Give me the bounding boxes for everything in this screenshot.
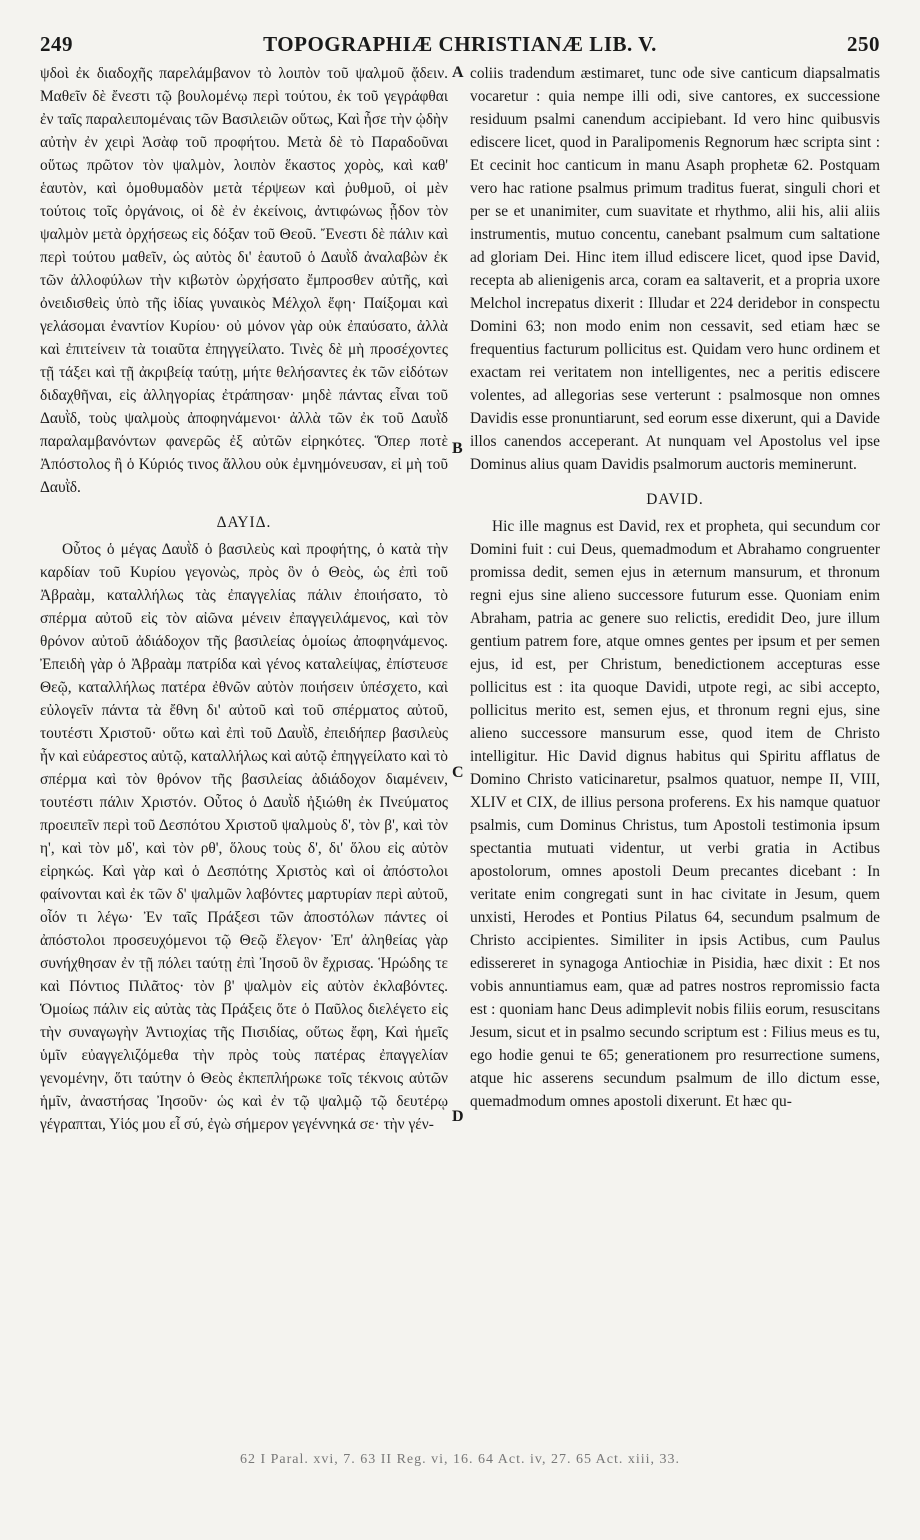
greek-paragraph-1: ψδοὶ ἐκ διαδοχῆς παρελάμβανον τὸ λοιπὸν τοῦ ψαλμοῦ ᾄδειν. Μαθεῖν δὲ ἔνεστι τῷ βουλομένῳ περὶ τούτου, ἐκ τοῦ γεγράφθαι ἐν ταῖς παραλειπομέναις τῶν Βασιλειῶν οὕτως, Καὶ ἦσε τὴν ᾠδὴν αὐτὴν ἐν χειρὶ Ἀσὰφ τοῦ προφήτου. Μετὰ δὲ τὸ Παραδοῦναι οὕτως πρῶτον τὸν ψαλμὸν, λοιπὸν ἕκαστος χορὸς, καὶ καθ' ἑαυτὸν, καὶ ὁμοθυμαδὸν μετὰ τέρψεων καὶ ῥυθμοῦ, οἱ μὲν τούτοις τοῖς ὀργάνοις, οἱ δὲ ἐν ἐκείνοις, ἀντιφώνως ᾖδον τὸν ψαλμὸν μετὰ ὀρχήσεως εἰς δόξαν τοῦ Θεοῦ. Ἔνεστι δὲ πάλιν καὶ περὶ τούτου μαθεῖν, ὡς αὐτὸς δι' ἑαυτοῦ ὁ Δαυῒδ ἀναλαβὼν ἐκ τῶν ἀλλοφύλων τὴν κιβωτὸν ὠρχήσατο ἔμπροσθεν αὐτῆς, καὶ ὀνειδισθεὶς ὑπὸ τῆς ἰδίας γυναικὸς Μέλχολ ἔφη· Παίξομαι καὶ γελάσομαι ἐναντίον Κυρίου· οὐ μόνον γὰρ οὐκ ἐπαύσατο, ἀλλὰ καὶ ἐπιτείνειν τὰ τοιαῦτα ἐπηγγείλατο. Τινὲς δὲ μὴ προσέχοντες τῇ τάξει καὶ τῇ ἀκριβείᾳ ταύτῃ, μήτε θελήσαντες ἐκ τῶν εἰδότων διδαχθῆναι, εἰς ἀλληγορίας ἐτράπησαν· μηδὲ πάντας εἶναι τοῦ Δαυῒδ, τοὺς ψαλμοὺς ἀποφηνάμενοι· ἀλλὰ τῶν ἐκ τοῦ Δαυῒδ παραλαμβανόντων φανερῶς ἐξ αὐτῶν εἰρηκότες. Ὅπερ ποτὲ Ἀπόστολος ἢ ὁ Κύριός τινος ἄλλου οὐκ ἐμνημόνευσαν, εἰ μὴ τοῦ Δαυῒδ. — [40, 65, 448, 496]
running-title: TOPOGRAPHIÆ CHRISTIANÆ LIB. V. — [263, 32, 657, 56]
greek-paragraph-2: Οὗτος ὁ μέγας Δαυῒδ ὁ βασιλεὺς καὶ προφήτης, ὁ κατὰ τὴν καρδίαν τοῦ Κυρίου γεγονὼς, πρὸς ὃν ὁ Θεὸς, ὡς ἐπὶ τοῦ Ἀβραὰμ, καταλλήλως τὰς ἐπαγγελίας πάλιν ἐποιήσατο, τὸ σπέρμα αὐτοῦ εἰς τὸν αἰῶνα μένειν ἐπαγγειλάμενος, καὶ τὸν θρόνον αὐτοῦ ἀδιάδοχον τῆς βασιλείας ὁμοίως ἀποφηνάμενος. Ἐπειδὴ γὰρ ὁ Ἀβραὰμ πατρίδα καὶ γένος καταλείψας, ἐπίστευσε Θεῷ, καταλλήλως πατέρα ἐθνῶν αὐτὸν ποιήσειν ὑπέσχετο, καὶ εὐλογεῖν πάντα τὰ ἔθνη δι' αὐτοῦ καὶ τοῦ σπέρματος αὐτοῦ, τουτέστι Χριστοῦ· οὕτω καὶ ἐπὶ τοῦ Δαυῒδ, ἐπειδήπερ βασιλεὺς ἦν καὶ εὐάρεστος αὐτῷ, καταλλήλως καὶ αὐτῷ ἐπηγγείλατο καὶ τὸ σπέρμα καὶ τὸν θρόνον τῆς βασιλείας ἀδιάδοχον διαμένειν, τουτέστι πάλιν Χριστόν. Οὗτος ὁ Δαυῒδ ἠξιώθη ἐκ Πνεύματος προειπεῖν περὶ τοῦ Δεσπότου Χριστοῦ ψαλμοὺς δ', τὸν β', καὶ τὸν η', καὶ τὸν μδ', καὶ τὸν ρθ', ὅλους τοὺς δ', δι' ὅλου εἰς αὐτὸν εἰρηκώς. Καὶ γὰρ καὶ ὁ Δεσπότης Χριστὸς καὶ οἱ ἀπόστολοι φαίνονται καὶ ἐκ τῶν δ' ψαλμῶν λαβόντες μαρτυρίαν περὶ αὐτοῦ, οἷόν τι λέγω· Ἐν ταῖς Πράξεσι τῶν ἀποστόλων πάντες οἱ ἀπόστολοι προσευχόμενοι τῷ Θεῷ ἔλεγον· Ἐπ' ἀληθείας γὰρ συνήχθησαν ἐν τῇ πόλει ταύτῃ ἐπὶ Ἰησοῦ ὃν ἔχρισας. Ἡρώδης τε καὶ Πόντιος Πιλᾶτος· τὸν β' ψαλμὸν εἰς αὐτὸν ἐκλαβόντες. Ὁμοίως πάλιν εἰς αὐτὰς τὰς Πράξεις ὅτε ὁ Παῦλος διελέγετο εἰς τὴν συναγωγὴν Ἀντιοχίας τῆς Πισιδίας, οὕτως ἔφη, Καὶ ἡμεῖς ὑμῖν εὐαγγελιζόμεθα τὴν πρὸς τοὺς πατέρας ἐπαγγελίαν γενομένην, ὅτι ταύτην ὁ Θεὸς ἐκπεπλήρωκε τοῖς τέκνοις αὐτῶν ἡμῖν, ἀναστήσας Ἰησοῦν· ὡς καὶ ἐν τῷ ψαλμῷ τῷ δευτέρῳ γέγραπται, Υἱός μου εἶ σύ, ἐγὼ σήμερον γεγέννηκά σε· τὴν γέν- — [40, 541, 448, 1133]
latin-paragraph-2: Hic ille magnus est David, rex et propheta, qui secundum cor Domini fuit : cui Deus, quemadmodum et Abrahamo congruenter promissa dedit, semen ejus in æternum mansurum, et thronum regni ejus sine alieno successore futurum esse. Quoniam enim Abraham, patria ac genere suo relictis, eredidit Deo, jure illum gentium patrem fore, atque omnes gentes per ipsum et per semen ejus, id est, per Christum, benedictionem accepturas esse pollicitus est : ita quoque Davidi, utpote regi, ac sibi accepto, pollicitus merito est, semen ejus, et thronum regni ejus, sine alieno successore mansurum esse, quod item de Christo intelligitur. Hic David dignus habitus qui Spiritu afflatus de Domino Christo vaticinaretur, psalmos quatuor, nempe II, VIII, XLIV et CIX, de illius persona proferens. Ex his namque quatuor psalmis, cum Dominus Christus, tum Apostoli testimonia ipsum spectantia mutuati videntur, ut verbi gratia in Actibus apostolorum, omnes apostoli Deum precantes dicebant : In veritate enim congregati sunt in hac civitate in Jesum, quem unxisti, Herodes et Pontius Pilatus 64, secundum psalmum de Christo accipientes. Similiter in ipsis Actibus, cum Paulus edissereret in synagoga Antiochiæ in Pisidia, hæc dixit : Et nos vobis annuntiamus eam, quæ ad patres nostros repromissio facta est : quoniam hanc Deus adimplevit nobis filiis eorum, resuscitans Jesum, sicut et in psalmo secundo scriptum est : Filius meus es tu, ego hodie genui te 65; generationem pro resurrectione sumens, atque hic asserens secundum psalmum de illo dictum esse, quemadmodum omnes apostoli dixerunt. Et hæc qu- — [470, 518, 880, 1110]
page-number-left: 249 — [40, 32, 73, 56]
margin-letter-b: B — [452, 440, 463, 457]
latin-paragraph-1: coliis tradendum æstimaret, tunc ode sive canticum diapsalmatis vocaretur : quia nempe illi odi, sive cantores, ex successione residuum psalmi canendum accipiebant. Id vero hinc quibusvis ediscere licet, quod in Paralipomenis Regnorum hæc scripta sint : Et cecinit hoc canticum in manu Asaph prophetæ 62. Postquam vero hac ratione psalmus primum traditus fuerat, singuli chori et per se et unanimiter, cum suavitate et rhythmo, alii his, alii aliis instrumentis, mutuo concentu, canebant psalmum cum saltatione ad gloriam Dei. Hinc item illud ediscere licet, quod ipse David, recepta ab alienigenis arca, coram ea saltaverit, et a propria uxore Melchol increpatus dixerit : Illudar et 224 deridebor in conspectu Domini 63; non modo enim non cessavit, sed etiam hæc se frequentius facturum pollicitus est. Quidam vero hunc ordinem et exactam rei veritatem non intelligentes, nec a peritis ediscere volentes, ad allegorias sese verterunt : psalmosque non omnes Davidis esse pronuntiarunt, sed eorum esse dixerunt, qui a Davide illos canendos acceperant. At nunquam vel Apostolus vel ipse Dominus alius quam Davidis psalmorum auctoris meminerunt. — [470, 65, 880, 473]
latin-column — [470, 62, 880, 1113]
greek-column — [40, 62, 448, 1136]
greek-section-heading: ΔΑΥΙΔ. — [216, 514, 272, 531]
margin-letter-d: D — [452, 1108, 464, 1125]
latin-section-heading: DAVID. — [646, 491, 704, 508]
running-header — [40, 32, 880, 60]
page-number-right: 250 — [847, 32, 880, 56]
footnotes: 62 I Paral. xvi, 7. 63 II Reg. vi, 16. 64 Act. iv, 27. 65 Act. xiii, 33. — [239, 1452, 681, 1467]
margin-letter-c: C — [452, 764, 464, 781]
margin-letter-a: A — [452, 64, 464, 81]
